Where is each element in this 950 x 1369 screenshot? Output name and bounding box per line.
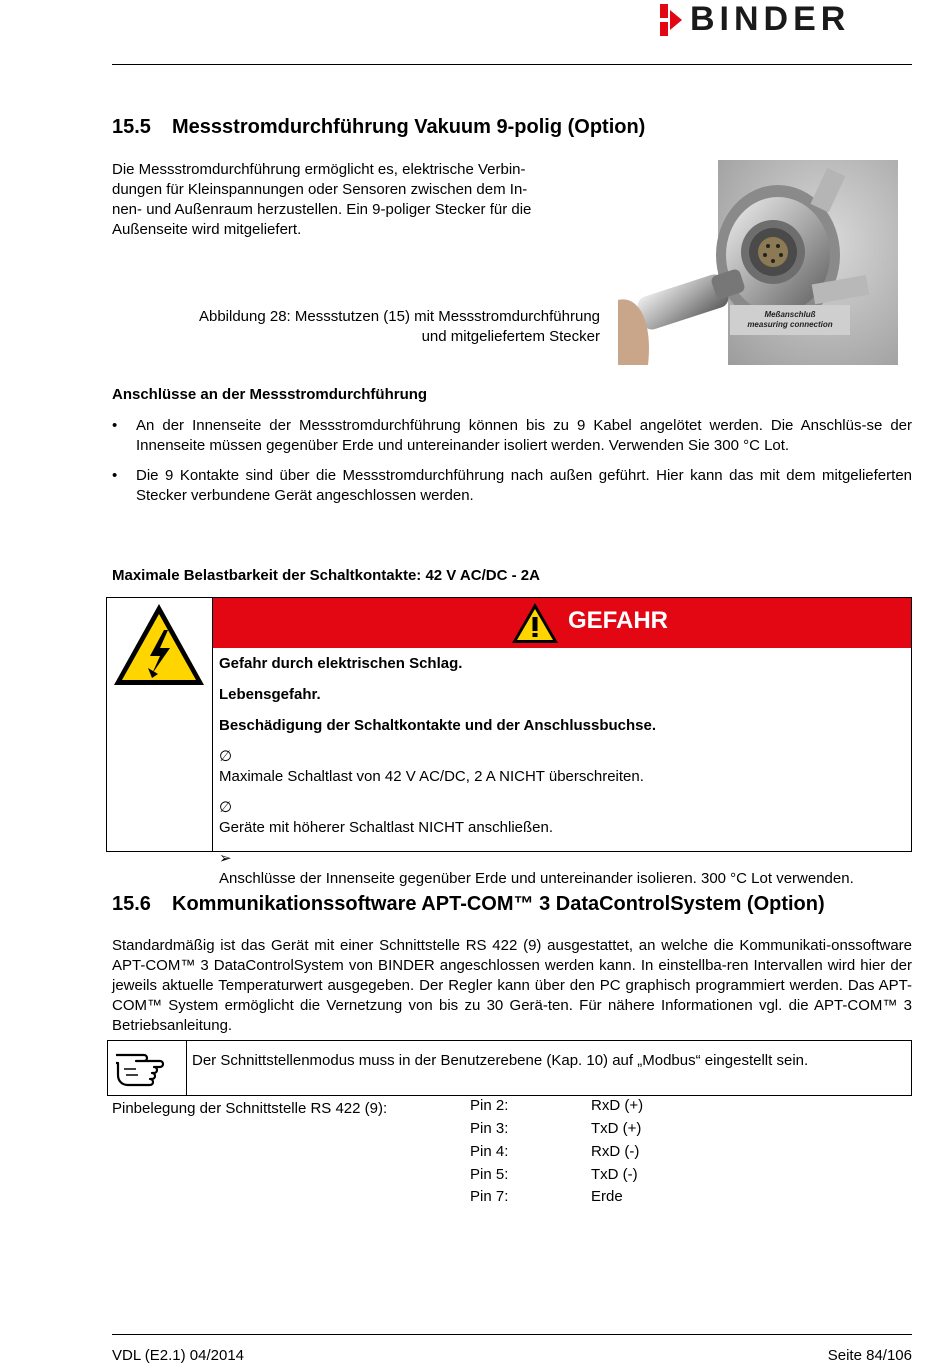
note-text: Der Schnittstellenmodus muss in der Benutzerebene (Kap. 10) auf „Modbus“ eingestellt sein. [192,1052,809,1069]
prohibition-icon: ∅ [219,799,233,816]
arrow-bullet-icon: ➢ [219,850,232,867]
pin-row [470,1187,623,1207]
prohibition-icon: ∅ [219,748,233,765]
footer-version: VDL (E2.1) 04/2014 [112,1347,245,1364]
danger-title: GEFAHR [568,607,669,634]
intro-paragraph [112,160,600,240]
footer-rule [112,1334,912,1335]
pin-signal: Erde [591,1188,623,1205]
bullet-icon: • [112,467,118,484]
pin-number: Pin 5: [470,1166,509,1183]
apt-com-paragraph: Standardmäßig ist das Gerät mit einer Schnittstelle RS 422 (9) ausgestattet, an welche die Kommunikati-onssoftware APT-COM™ 3 DataControlSystem von BINDER angeschlossen werden kann. In einstellba-ren Intervallen wird hier der jeweils aktuelle Temperaturwert ausgegeben. Der Regler kann über den PC graphisch programmiert werden. Das APT-COM™ System ermöglicht die Vernetzung von bis zu 30 Gerä-ten. Für nähere Informationen vgl. die APT-COM™ 3 Betriebsanleitung. [112,937,912,1034]
note-box [107,1040,912,1096]
pin-signal: RxD (-) [591,1143,640,1160]
binder-logo-mark-icon [660,4,682,36]
pin-signal: TxD (+) [591,1120,642,1137]
photo-label-line: measuring connection [747,320,833,329]
danger-symbol-cell [107,598,213,851]
danger-header [213,598,911,648]
high-voltage-warning-icon [112,602,206,688]
bullet-text: Die 9 Kontakte sind über die Messstromdurchführung nach außen geführt. Hier kann das mit dem mitgelieferten Stecker verbundene Gerät angeschlossen werden. [136,467,912,504]
intro-line: Die Messstromdurchführung ermöglicht es, elektrische Verbin- [112,161,526,178]
pointing-hand-icon [114,1045,174,1091]
danger-body [219,654,907,900]
danger-line-text: Geräte mit höherer Schaltlast NICHT anschließen. [219,819,554,836]
pin-row [470,1142,640,1162]
section-title: Kommunikationssoftware APT-COM™ 3 DataControlSystem (Option) [172,893,825,915]
pin-row [470,1165,638,1185]
section-number: 15.5 [112,116,151,138]
photo-label-line: Meßanschluß [764,310,816,319]
danger-line [219,747,907,787]
danger-line-text: Anschlüsse der Innenseite gegenüber Erde und untereinander isolieren. 300 °C Lot verwenden. [219,870,854,887]
section-heading-15-5 [112,116,645,139]
danger-line [219,849,907,889]
intro-line: dungen für Kleinspannungen oder Sensoren zwischen dem In- [112,181,528,198]
danger-line: Gefahr durch elektrischen Schlag. [219,655,463,672]
pin-number: Pin 7: [470,1188,509,1205]
figure-caption [112,307,600,347]
intro-line: Außenseite wird mitgeliefert. [112,221,302,238]
intro-line: nen- und Außenraum herzustellen. Ein 9-poliger Stecker für die [112,201,532,218]
list-item [112,416,912,456]
note-cell [108,1041,187,1095]
connection-bullets [112,416,912,516]
binder-logo [660,0,910,40]
bullet-icon: • [112,417,118,434]
pin-assignment-label: Pinbelegung der Schnittstelle RS 422 (9): [112,1100,388,1117]
caption-line: und mitgeliefertem Stecker [421,328,600,345]
pin-number: Pin 2: [470,1097,509,1114]
bullet-text: An der Innenseite der Messstromdurchführung können bis zu 9 Kabel angelötet werden. Die Anschlüs-se der Innenseite müssen gegenüber Erde und untereinander isoliert werden. Verwenden Sie 300 °C Lot. [136,417,912,454]
header-rule [112,64,912,65]
pin-row [470,1096,644,1116]
pin-row [470,1119,642,1139]
pin-signal: RxD (+) [591,1097,644,1114]
danger-box [106,597,912,887]
pin-signal: TxD (-) [591,1166,638,1183]
max-load-heading: Maximale Belastbarkeit der Schaltkontakte: 42 V AC/DC - 2A [112,567,540,584]
subheading-connections: Anschlüsse an der Messstromdurchführung [112,386,428,403]
danger-line [219,798,907,838]
measuring-connection-photo [618,160,898,365]
pin-number: Pin 3: [470,1120,509,1137]
caption-line: Abbildung 28: Messstutzen (15) mit Messstromdurchführung [198,308,600,325]
danger-line-text: Maximale Schaltlast von 42 V AC/DC, 2 A NICHT überschreiten. [219,768,644,785]
danger-line: Lebensgefahr. [219,686,321,703]
list-item [112,466,912,506]
brand-name: BINDER [690,0,851,38]
section-number: 15.6 [112,893,151,915]
warning-triangle-icon [511,602,559,644]
pin-number: Pin 4: [470,1143,509,1160]
danger-line: Beschädigung der Schaltkontakte und der Anschlussbuchse. [219,717,657,734]
section-title: Messstromdurchführung Vakuum 9-polig (Option) [172,116,646,138]
section-heading-15-6 [112,893,825,916]
footer-page-number: Seite 84/106 [827,1347,912,1364]
